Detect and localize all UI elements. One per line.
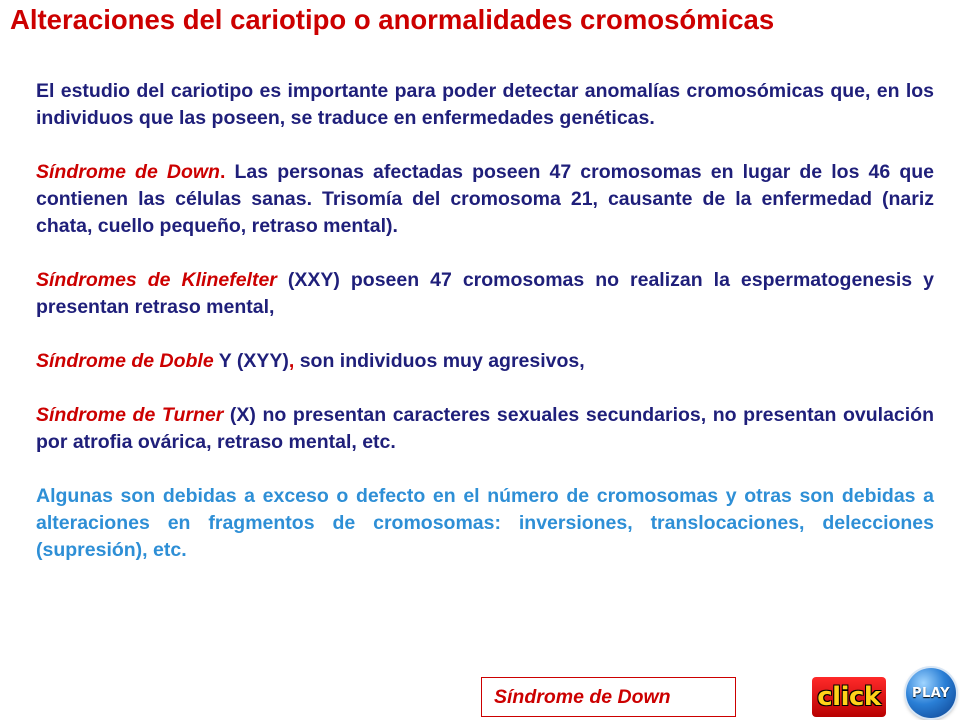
paragraph-intro: El estudio del cariotipo es importante para poder detectar anomalías cromosómicas que, en los individuos que las poseen, se traduce en enfermedades genéticas.: [36, 80, 934, 129]
paragraph-turner: [36, 402, 934, 456]
paragraph-doble-y: [36, 348, 934, 375]
paragraph-closing: Algunas son debidas a exceso o defecto en el número de cromosomas y otras son debidas a alteraciones en fragmentos de cromosomas: inversiones, translocaciones, delecciones (supresión), etc.: [36, 485, 934, 561]
paragraph-down-text: Las personas afectadas poseen 47 cromosomas en lugar de los 46 que contienen las células sanas. Trisomía del cromosoma 21, causante de la enfermedad (nariz chata, cuello pequeño, retraso mental).: [36, 161, 934, 237]
term-sindrome-klinefelter: Síndromes de Klinefelter: [36, 269, 277, 291]
paragraph-doble-y-text: son individuos muy agresivos,: [294, 350, 585, 372]
term-sindrome-down: Síndrome de Down: [36, 161, 220, 183]
play-button[interactable]: [906, 668, 956, 718]
term-sindrome-doble-y: Síndrome de Doble: [36, 350, 214, 372]
click-button[interactable]: click: [812, 677, 886, 717]
sindrome-down-link[interactable]: Síndrome de Down: [481, 677, 736, 717]
paragraph-turner-text: (X) no presentan caracteres sexuales secundarios, no presentan ovulación por atrofia ovárica, retraso mental, etc.: [36, 404, 934, 453]
paragraph-klinefelter: [36, 267, 934, 321]
term-separator: .: [219, 161, 226, 183]
term-sindrome-turner: Síndrome de Turner: [36, 404, 224, 426]
term-doble-y-karyotype: Y (XYY): [213, 350, 289, 372]
paragraph-down: [36, 159, 934, 240]
term-comma: ,: [288, 350, 295, 372]
paragraph-klinefelter-text: (XXY) poseen 47 cromosomas no realizan la espermatogenesis y presentan retraso mental,: [36, 269, 934, 318]
play-button-label: PLAY: [911, 685, 951, 701]
page-title: Alteraciones del cariotipo o anormalidades cromosómicas: [10, 4, 775, 35]
content-body: [36, 78, 934, 564]
